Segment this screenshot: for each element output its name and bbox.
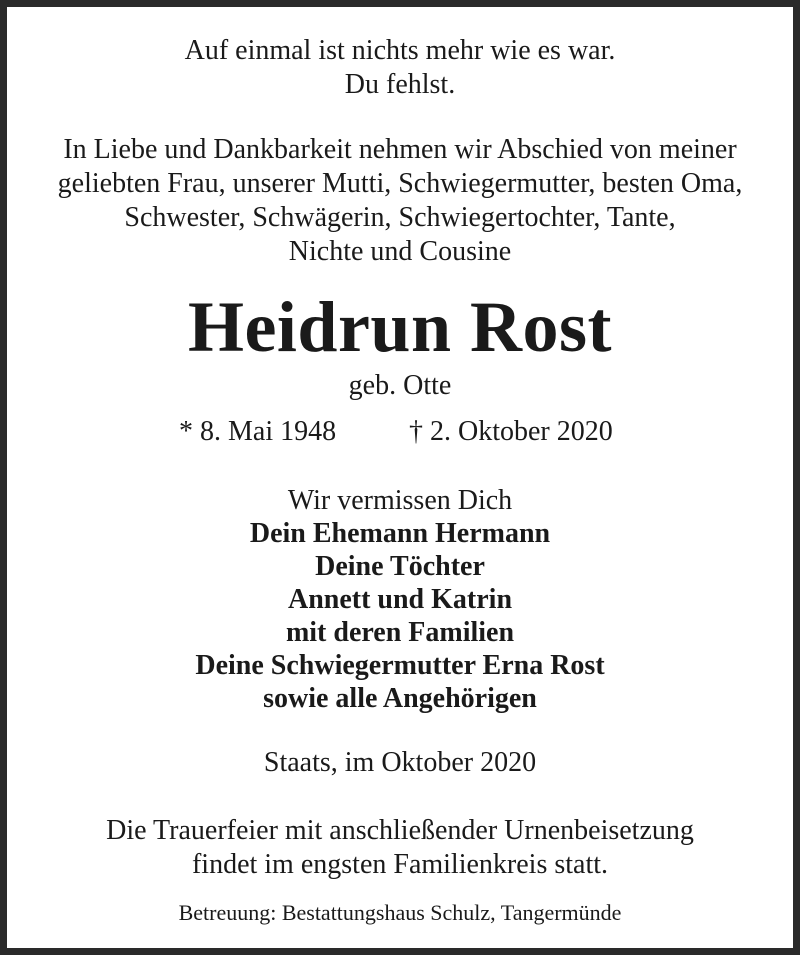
opening-line-2: Du fehlst.	[344, 69, 456, 100]
mourner-line: mit deren Familien	[285, 617, 515, 648]
mourner-line: sowie alle Angehörigen	[263, 683, 537, 714]
place-and-date: Staats, im Oktober 2020	[263, 747, 537, 778]
death-date: † 2. Oktober 2020	[409, 416, 613, 447]
undertaker-credit: Betreuung: Bestattungshaus Schulz, Tangermünde	[178, 900, 622, 925]
mourners-intro: Wir vermissen Dich	[287, 485, 513, 516]
mourner-line: Dein Ehemann Hermann	[249, 518, 551, 549]
birth-date: * 8. Mai 1948	[179, 416, 337, 447]
intro-line-1: In Liebe und Dankbarkeit nehmen wir Abschied von meiner	[63, 134, 737, 165]
mourner-line: Deine Töchter	[315, 551, 485, 582]
intro-line-3: Schwester, Schwägerin, Schwiegertochter, Tante,	[124, 202, 676, 233]
funeral-line-2: findet im engsten Familienkreis statt.	[191, 849, 609, 880]
maiden-name: geb. Otte	[348, 370, 452, 401]
opening-line-1: Auf einmal ist nichts mehr wie es war.	[184, 35, 616, 66]
mourner-line: Deine Schwiegermutter Erna Rost	[195, 650, 605, 681]
intro-line-4: Nichte und Cousine	[288, 236, 512, 267]
mourner-line: Annett und Katrin	[287, 584, 513, 615]
funeral-line-1: Die Trauerfeier mit anschließender Urnenbeisetzung	[106, 815, 694, 846]
deceased-name: Heidrun Rost	[187, 287, 613, 367]
intro-line-2: geliebten Frau, unserer Mutti, Schwiegermutter, besten Oma,	[57, 168, 743, 199]
